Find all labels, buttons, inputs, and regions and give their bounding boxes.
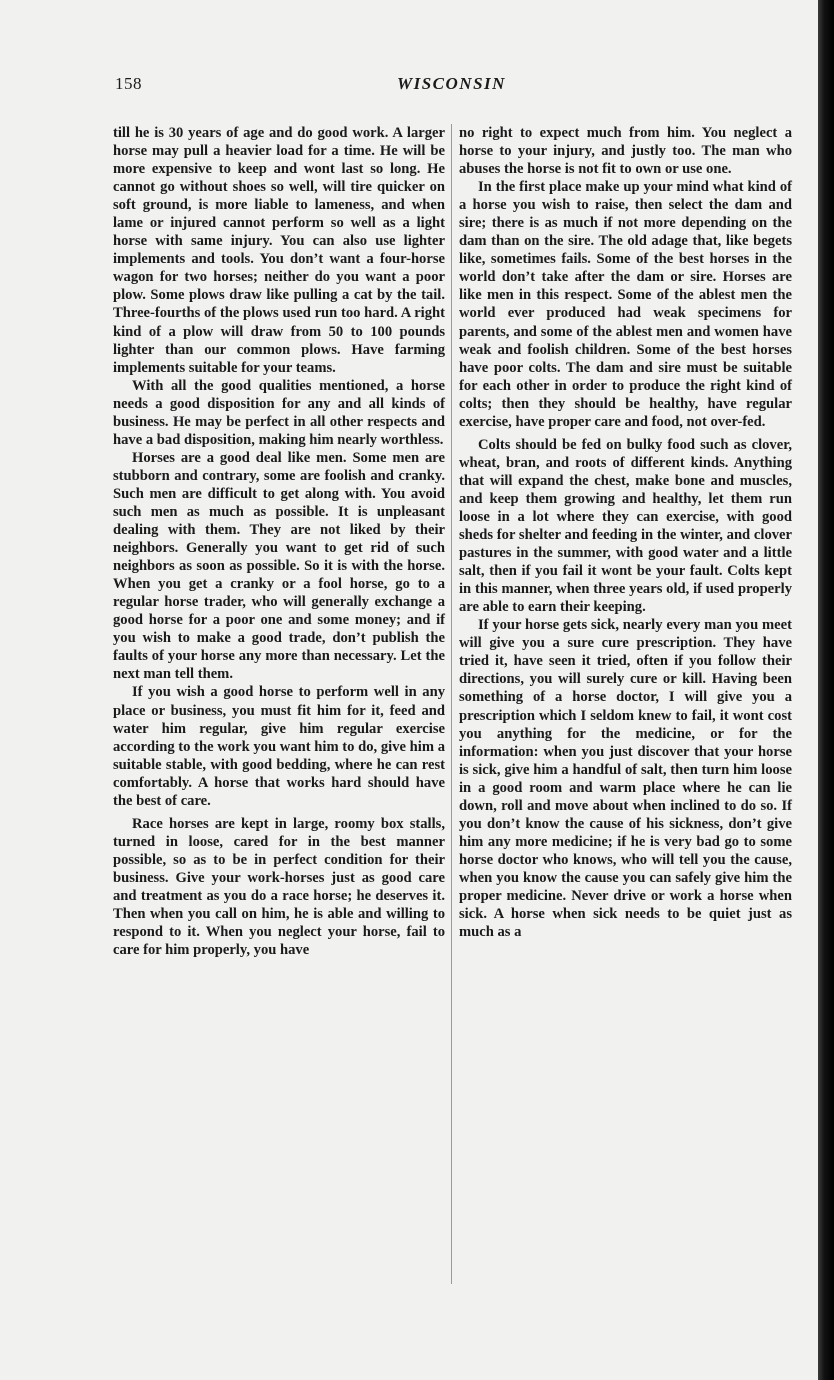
page-number: 158 (115, 74, 142, 93)
column-divider (451, 124, 452, 1284)
paragraph: With all the good qualities mentioned, a horse needs a good disposition for any and all kinds of business. He may be perfect in all other respects and have a bad disposition, making him nearly worthless. (113, 377, 445, 448)
paragraph: In the first place make up your mind what kind of a horse you wish to raise, then select the dam and sire; there is as much if not more depending on the dam than on the sire. The old adage that, like begets like, sometimes fails. Some of the best horses in the world don’t take after the dam or sire. Horses are like men in this respect. Some of the ablest men the world ever produced had weak specimens for parents, and some of the ablest men and women have weak and foolish children. Some of the best horses have poor colts. The dam and sire must be suitable for each other in order to produce the right kind of colts; then they should be healthy, have regular exercise, have proper care and food, not over-fed. (459, 179, 792, 430)
paragraph: till he is 30 years of age and do good work. A larger horse may pull a heavier load for a time. He will be more expensive to keep and wont last so long. He cannot go without shoes so well, will tire quicker on soft ground, is more liable to lameness, and when lame or injured cannot perform so well as a light horse with same injury. You can also use lighter implements and tools. You don’t want a four-horse wagon for two horses; neither do you want a poor plow. Some plows draw like pulling a cat by the tail. Three-fourths of the plows used run too hard. A right kind of a plow will draw from 50 to 100 pounds lighter than our common plows. Have farming implements suitable for your teams. (113, 125, 445, 376)
paragraph: Colts should be fed on bulky food such as clover, wheat, bran, and roots of different kinds. Anything that will expand the chest, make bone and muscles, and keep them growing and healthy, let them run loose in a lot where they can exercise, with good sheds for shelter and feeding in the winter, and clover pastures in the summer, with good water and a little salt, then if you fail it wont be your fault. Colts kept in this manner, when three years old, if used properly are able to earn their keeping. (459, 436, 792, 616)
paragraph: If your horse gets sick, nearly every man you meet will give you a sure cure prescription. They have tried it, have seen it tried, often if you follow their directions, you will surely cure or kill. Having been something of a horse doctor, I will give you a prescription which I seldom knew to fail, it wont cost you anything for the medicine, or for the information: when you just discover that your horse is sick, give him a handful of salt, then turn him loose in a good room and warm place where he can lie down, roll and move about when inclined to do so. If you don’t know the cause of his sickness, don’t give him any more medicine; if he is very bad go to some horse doctor who knows, who will tell you the cause, when you know the cause you can safely give him the proper medicine. Never drive or work a horse when sick. A horse when sick needs to be quiet just as much as a (459, 617, 792, 941)
right-column (459, 124, 792, 941)
paragraph: If you wish a good horse to perform well in any place or business, you must fit him for it, feed and water him regular, give him regular exercise according to the work you want him to do, give him a suitable stable, with good bedding, where he can rest comfortably. A horse that works hard should have the best of care. (113, 684, 445, 809)
left-column (113, 124, 445, 959)
paragraph: Horses are a good deal like men. Some men are stubborn and contrary, some are foolish and cranky. Such men are difficult to get along with. You avoid such men as much as possible. It is unpleasant dealing with them. They are not liked by their neighbors. Generally you want to get rid of such neighbors as soon as possible. So it is with the horse. When you get a cranky or a fool horse, go to a regular horse trader, who will generally exchange a good horse for a poor one and some money; and if you wish to make a good trade, don’t publish the faults of your horse any more than necessary. Let the next man tell them. (113, 449, 445, 683)
page-edge-shadow (818, 0, 834, 1380)
paragraph: no right to expect much from him. You neglect a horse to your injury, and justly too. The man who abuses the horse is not fit to own or use one. (459, 125, 792, 178)
paragraph: Race horses are kept in large, roomy box stalls, turned in loose, cared for in the best manner possible, so as to be in perfect condition for their business. Give your work-horses just as good care and treatment as you do a race horse; he deserves it. Then when you call on him, he is able and willing to respond to it. When you neglect your horse, fail to care for him properly, you have (113, 815, 445, 959)
running-head (115, 74, 815, 98)
running-title: WISCONSIN (397, 74, 506, 93)
